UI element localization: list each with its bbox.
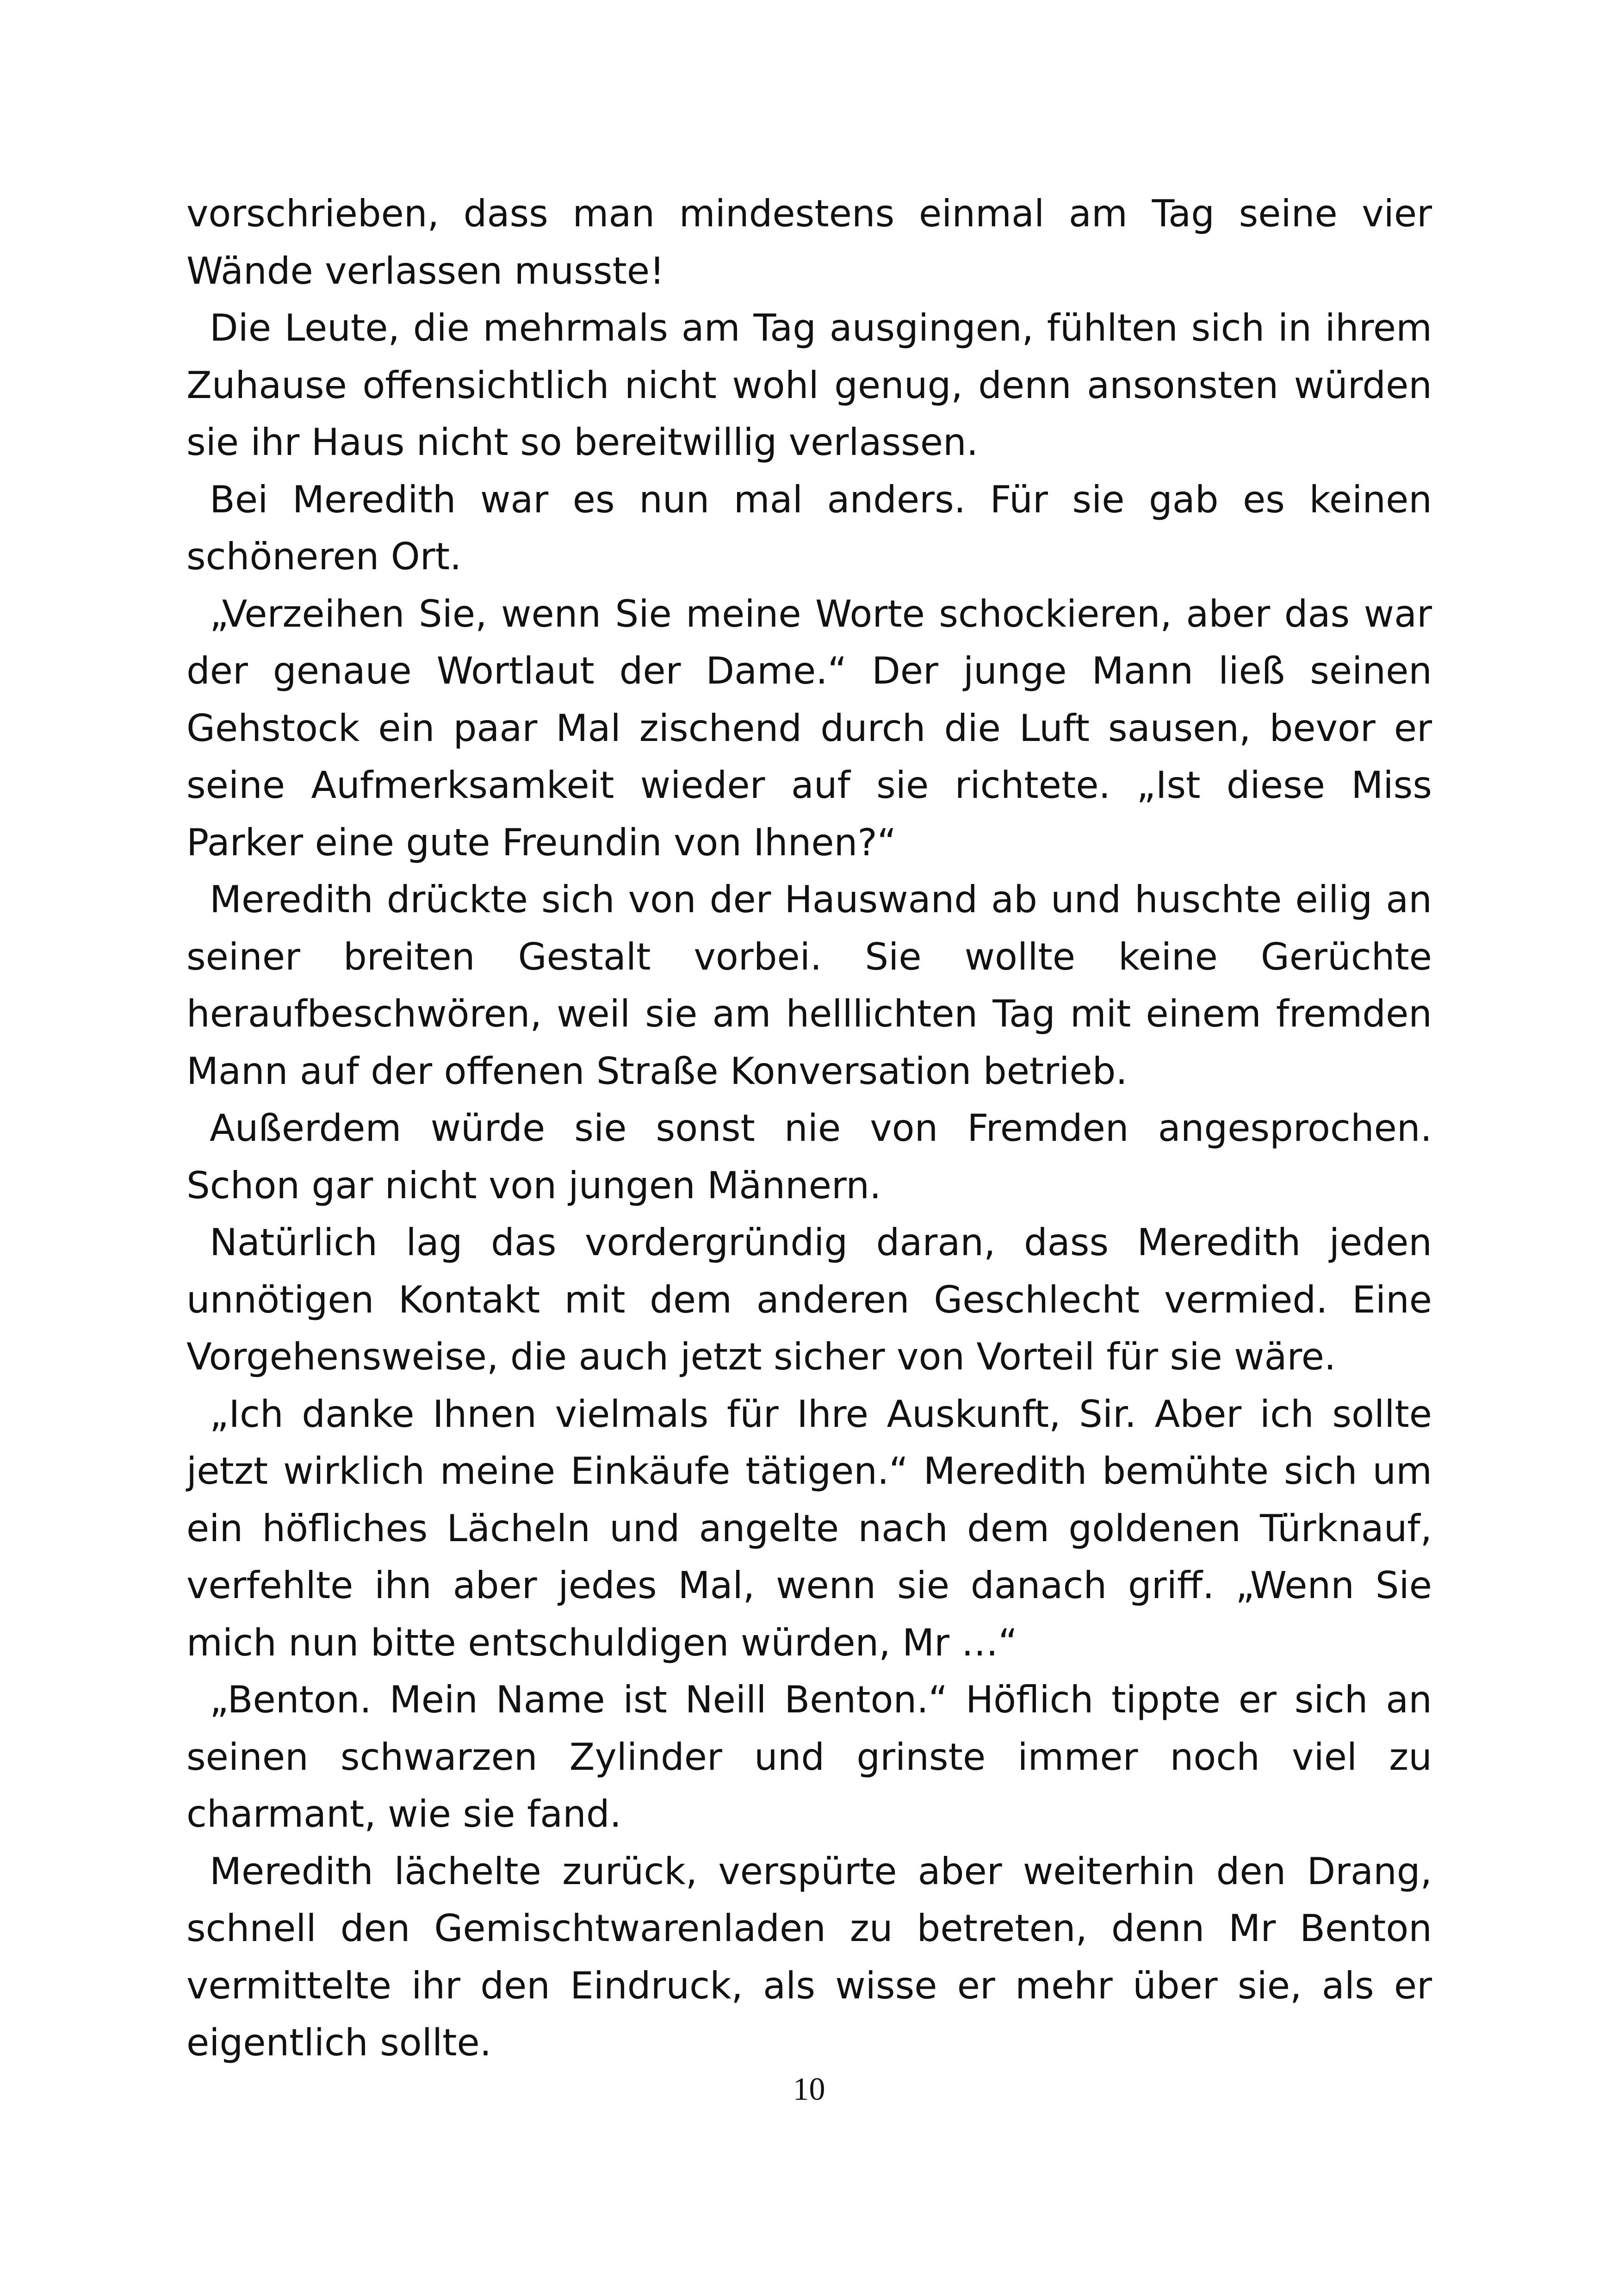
body-text bbox=[186, 185, 1432, 2072]
paragraph-continuation: vorschrieben, dass man mindestens einmal am Tag seine vier Wände verlassen musste! bbox=[186, 192, 1432, 292]
paragraph: Bei Meredith war es nun mal anders. Für sie gab es keinen schöneren Ort. bbox=[186, 478, 1432, 578]
paragraph: Außerdem würde sie sonst nie von Fremden angesprochen. Schon gar nicht von jungen Männern. bbox=[186, 1107, 1432, 1207]
paragraph: „Benton. Mein Name ist Neill Benton.“ Höflich tippte er sich an seinen schwarzen Zylinder und grinste immer noch viel zu charmant, wie sie fand. bbox=[186, 1678, 1432, 1836]
paragraph: Meredith lächelte zurück, verspürte aber weiterhin den Drang, schnell den Gemischtwarenladen zu betreten, denn Mr Benton vermittelte ihr den Eindruck, als wisse er mehr über sie, als er eigentlich sollte. bbox=[186, 1849, 1432, 2064]
paragraph: „Verzeihen Sie, wenn Sie meine Worte schockieren, aber das war der genaue Wortlaut der Dame.“ Der junge Mann ließ seinen Gehstock ein paar Mal zischend durch die Luft sausen, bevor er seine Aufmerksamkeit wieder auf sie richtete. „Ist diese Miss Parker eine gute Freundin von Ihnen?“ bbox=[186, 592, 1432, 864]
paragraph: „Ich danke Ihnen vielmals für Ihre Auskunft, Sir. Aber ich sollte jetzt wirklich meine Einkäufe tätigen.“ Meredith bemühte sich um ein höfliches Lächeln und angelte nach dem goldenen Türknauf, verfehlte ihn aber jedes Mal, wenn sie danach griff. „Wenn Sie mich nun bitte entschuldigen würden, Mr …“ bbox=[186, 1392, 1432, 1664]
paragraph: Natürlich lag das vordergründig daran, dass Meredith jeden unnötigen Kontakt mit dem anderen Geschlecht vermied. Eine Vorgehensweise, die auch jetzt sicher von Vorteil für sie wäre. bbox=[186, 1221, 1432, 1378]
page-number: 10 bbox=[793, 2072, 825, 2107]
paragraph: Die Leute, die mehrmals am Tag ausgingen, fühlten sich in ihrem Zuhause offensichtlich nicht wohl genug, denn ansonsten würden sie ihr Haus nicht so bereitwillig verlassen. bbox=[186, 306, 1432, 464]
paragraph: Meredith drückte sich von der Hauswand ab und huschte eilig an seiner breiten Gestalt vorbei. Sie wollte keine Gerüchte heraufbeschwören, weil sie am helllichten Tag mit einem fremden Mann auf der offenen Straße Konversation betrieb. bbox=[186, 878, 1432, 1093]
